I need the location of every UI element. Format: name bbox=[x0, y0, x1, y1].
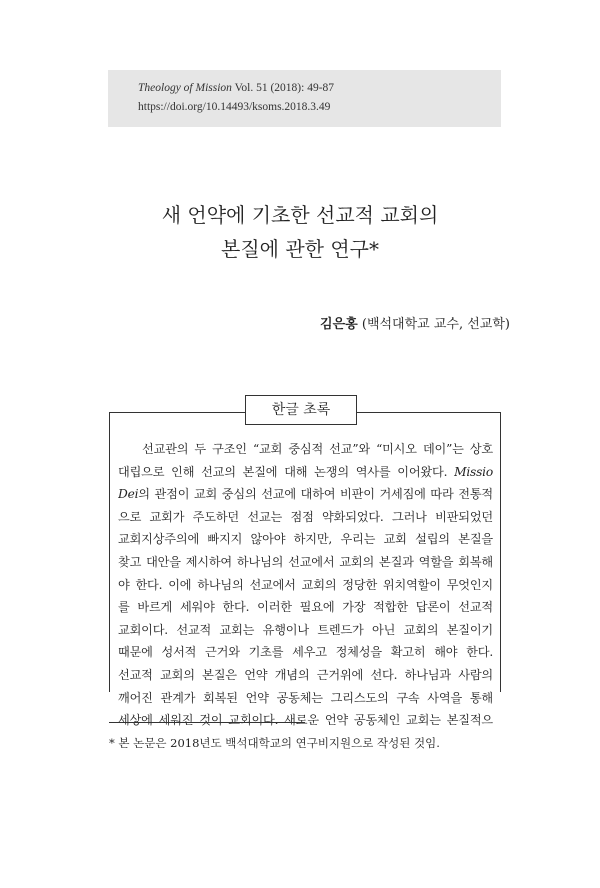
title-line-1: 새 언약에 기초한 선교적 교회의 bbox=[161, 203, 439, 227]
abstract-label: 한글 초록 bbox=[245, 395, 357, 425]
paper-title bbox=[0, 198, 600, 266]
abstract-line: 세상에 세워진 것이 교회이다. 새로운 언약 공동체인 교회는 본질적으 bbox=[118, 713, 493, 728]
journal-citation bbox=[138, 79, 501, 98]
author-affiliation: (백석대학교 교수, 선교학) bbox=[357, 317, 510, 332]
abstract-line: 때문에 성서적 근거와 기초를 세우고 정체성을 확고히 해야 한다. bbox=[118, 645, 493, 660]
abstract-line-text: 대립으로 인해 선교의 본질에 대해 논쟁의 역사를 이어왔다. bbox=[118, 464, 455, 479]
journal-info-box bbox=[108, 70, 501, 127]
journal-volume: Vol. 51 (2018): 49-87 bbox=[231, 82, 335, 94]
footnote-divider bbox=[109, 722, 305, 723]
abstract-line: 를 바르게 세워야 한다. 이러한 필요에 가장 적합한 답론이 선교적 bbox=[118, 600, 493, 615]
footnote: * 본 논문은 2018년도 백석대학교의 연구비지원으로 작성된 것임. bbox=[109, 736, 440, 750]
journal-name: Theology of Mission bbox=[138, 82, 232, 94]
author-name: 김은홍 bbox=[320, 317, 358, 332]
abstract-line: 선교적 교회의 본질은 언약 개념의 근거위에 선다. 하나님과 사람의 bbox=[118, 667, 493, 682]
italic-term: Missio bbox=[454, 464, 493, 479]
abstract-line: 선교관의 두 구조인 “교회 중심적 선교”와 “미시오 데이”는 상호 bbox=[142, 442, 493, 456]
abstract-line bbox=[118, 461, 493, 484]
abstract-line-text: 의 관점이 교회 중심의 선교에 대하여 비판이 거세짐에 따라 전통적 bbox=[138, 487, 493, 502]
italic-term: Dei bbox=[118, 487, 139, 502]
abstract-line: 으로 교회가 주도하던 선교는 점점 약화되었다. 그러나 비판되었던 bbox=[118, 509, 493, 524]
abstract-line: 야 한다. 이에 하나님의 선교에서 교회의 정당한 위치역할이 무엇인지 bbox=[118, 577, 493, 592]
author-line bbox=[320, 313, 510, 332]
journal-doi: https://doi.org/10.14493/ksoms.2018.3.49 bbox=[138, 101, 331, 113]
title-line-2: 본질에 관한 연구* bbox=[221, 237, 379, 261]
abstract-line: 깨어진 관계가 회복된 언약 공동체는 그리스도의 구속 사역을 통해 bbox=[118, 690, 493, 705]
abstract-line: 찾고 대안을 제시하여 하나님의 선교에서 교회의 본질과 역할을 회복해 bbox=[118, 554, 493, 569]
abstract-line bbox=[118, 483, 493, 506]
abstract-line: 교회이다. 선교적 교회는 유행이나 트렌드가 아닌 교회의 본질이기 bbox=[118, 622, 493, 637]
abstract-body bbox=[118, 438, 493, 732]
abstract-line: 교회지상주의에 빠지지 않아야 하지만, 우리는 교회 설립의 본질을 bbox=[118, 532, 493, 547]
